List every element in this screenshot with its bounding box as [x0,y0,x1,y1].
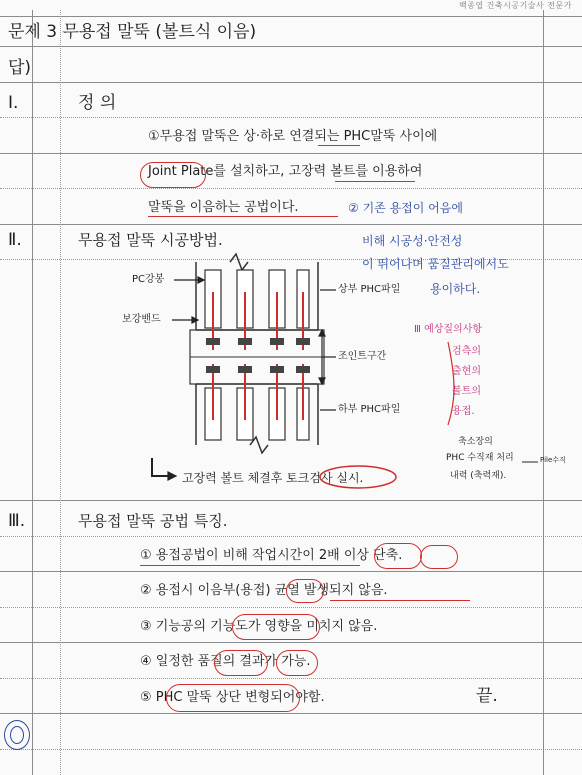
margin-note-item: 볼트의 [452,386,481,397]
feature-item: ① 용접공법이 비해 작업시간이 2배 이상 단축. [140,548,403,563]
rule-line [0,571,582,572]
highlight-underline [330,600,470,601]
feature-item: ⑤ PHC 말뚝 상단 변형되어야함. [140,690,325,705]
pile-note-line: 축소장의 [458,437,493,447]
answer-label: 답) [8,58,32,78]
margin-note-item: 용접. [452,406,475,417]
definition-line: Joint Plate를 설치하고, 고장력 볼트를 이용하여 [148,164,423,179]
section-heading: 무용접 말뚝 공법 특징. [78,512,228,530]
rule-line [0,500,582,501]
brand-header: 백종엽 건축시공기술사 전문가 [458,1,572,10]
highlight-oval [374,543,422,569]
highlight-underline [140,565,360,566]
section-heading: 무용접 말뚝 시공방법. [78,231,223,249]
blue-note-line: 이 뛰어나며 품질관리에서도 [362,257,509,271]
pile-note-line: 내력 (축력재). [450,471,507,481]
margin-note-item: 검측의 [452,346,481,357]
definition-line: 말뚝을 이음하는 공법이다. [148,200,299,215]
pile-note-arrow-label: Pile수직 [540,456,566,464]
definition-line: ①무용접 말뚝은 상·하로 연결되는 PHC말뚝 사이에 [148,129,438,144]
end-mark: 끝. [476,686,498,706]
label-upper-pile: 상부 PHC파일 [338,284,401,295]
margin-note-item: 출현의 [452,366,481,377]
diagram-note: 고장력 볼트 체결후 토크검사 실시. [182,471,364,485]
rule-line [0,749,582,750]
label-band: 보강밴드 [122,314,161,325]
label-joint-zone: 조인트구간 [338,351,387,362]
section-number: Ⅲ. [8,511,26,531]
binder-hole-mark [10,726,24,744]
rule-line [0,536,582,537]
rule-line [0,607,582,608]
section-number: Ⅰ. [8,93,19,113]
highlight-oval [420,545,458,569]
feature-item: ④ 일정한 품질의 결과가 가능. [140,654,311,669]
margin-note-title: Ⅲ 예상질의사항 [414,324,483,335]
highlight-oval [276,650,318,676]
section-heading: 정 의 [78,93,117,113]
highlight-oval [232,614,320,640]
feature-item: ② 용접시 이음부(용접) 균열 발생되지 않음. [140,583,388,598]
section-number: Ⅱ. [8,230,22,250]
blue-note-line: 비해 시공성·안전성 [362,234,463,248]
blue-note-line: 용이하다. [430,282,481,296]
problem-title: 문제 3 무용접 말뚝 (볼트식 이음) [8,22,257,42]
pile-note-line: PHC 수직재 처리 [446,453,514,463]
rule-line [0,713,582,714]
highlight-oval [214,650,268,676]
highlight-oval [286,579,324,603]
label-lower-pile: 하부 PHC파일 [338,404,401,415]
label-pc-rod: PC강봉 [132,274,165,285]
rule-line [0,678,582,679]
feature-item: ③ 기능공의 기능도가 영향을 미치지 않음. [140,619,378,634]
blue-note-line: ② 기존 용접이 어음에 [348,201,463,215]
rule-line [0,642,582,643]
highlight-oval [166,684,300,712]
